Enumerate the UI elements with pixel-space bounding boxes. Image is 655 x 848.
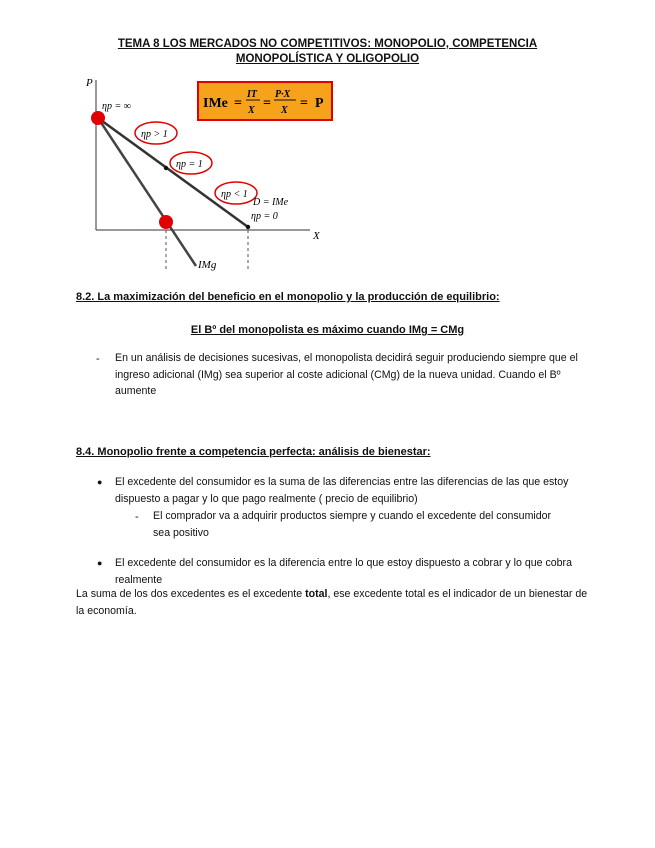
unit-elasticity-point [164,166,168,170]
section-84-heading: 8.4. Monopolio frente a competencia perfecta: análisis de bienestar: [76,446,431,458]
red-dot-top [91,111,105,125]
bullet-dot-1: ● [97,477,103,487]
x-axis-label: X [313,230,320,242]
paragraph-bold-total: total [305,588,328,600]
bullet-dot-2: ● [97,558,103,568]
section-84-bullet-2: El excedente del consumidor es la diferencia entre lo que estoy dispuesto a cobrar y lo que cobra realmente [115,557,572,586]
red-dot-axis [159,215,173,229]
document-title [60,37,595,67]
section-84-sub-bullet: El comprador va a adquirir productos siempre y cuando el excedente del consumidor sea positivo [153,510,552,539]
section-84-paragraph [76,586,588,619]
formula-den-2: X [281,105,288,116]
formula-lhs: IMe [203,96,228,111]
y-axis-label: P [86,77,93,89]
label-eta-eq1: ηp = 1 [176,159,203,170]
section-82-heading: 8.2. La maximización del beneficio en el monopolio y la producción de equilibrio: [76,291,500,303]
label-eta-lt1: ηp < 1 [221,189,248,200]
demand-line [98,118,248,227]
formula-rhs: P [315,96,324,111]
label-eta-zero: ηp = 0 [251,211,278,222]
section-82-subheading: El Bº del monopolista es máximo cuando IMg = CMg [190,324,465,336]
title-line-1: TEMA 8 LOS MERCADOS NO COMPETITIVOS: MONOPOLIO, COMPETENCIA [117,38,538,50]
paragraph-start: La suma de los dos excedentes es el excedente [76,588,306,600]
formula-eq-3: = [300,96,308,111]
label-eta-gt1: ηp > 1 [141,129,168,140]
formula-den-1: X [248,105,255,116]
formula-num-2: P·X [275,89,291,100]
title-line-2: MONOPOLÍSTICA Y OLIGOPOLIO [235,53,420,65]
bullet-dash: - [96,353,100,365]
label-eta-inf: ηp = ∞ [102,101,131,112]
monopoly-demand-figure [80,72,340,272]
section-82-bullet: En un análisis de decisiones sucesivas, el monopolista decidirá seguir produciendo siempre que el ingreso adicional (IMg) sea superior al coste adicional (CMg) de la nueva unidad. Cuando el Bº aumente [115,352,578,397]
section-84-bullet-1: El excedente del consumidor es la suma de las diferencias entre las diferencias de las que estoy dispuesto a pagar y lo que pago realmente ( precio de equilibrio) [115,476,569,505]
label-demand: D = IMe [253,197,289,208]
zero-elasticity-point [246,225,250,229]
label-img: IMg [198,259,217,271]
img-line [98,118,196,266]
sub-bullet-dash: - [135,511,139,523]
formula-num-1: IT [247,89,257,100]
formula-box [198,82,332,120]
formula-eq-1: = [234,96,242,111]
paragraph-end: , ese excedente total es el indicador de un bienestar de la economía. [76,588,588,617]
formula-eq-2: = [263,96,271,111]
